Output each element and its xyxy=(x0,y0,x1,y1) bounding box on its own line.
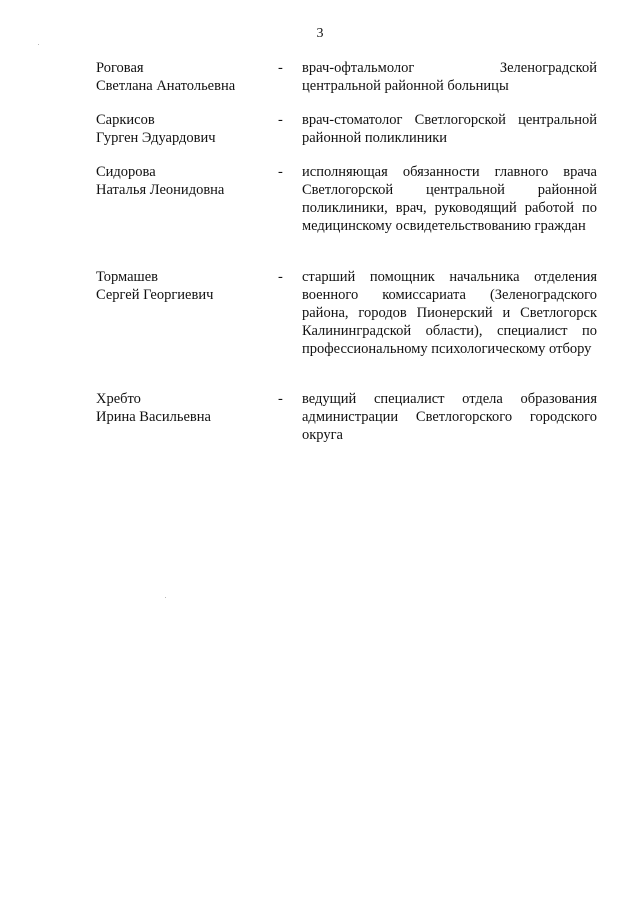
member-given-names: Сергей Георгиевич xyxy=(96,287,214,303)
member-name xyxy=(96,390,276,426)
scan-speck xyxy=(165,597,166,598)
member-given-names: Гурген Эдуардович xyxy=(96,130,216,146)
member-surname: Роговая xyxy=(96,60,144,76)
entry-dash: - xyxy=(278,112,283,128)
member-given-names: Светлана Анатольевна xyxy=(96,78,236,94)
member-position: врач-стоматолог Светлогорской центральной районной поликлиники xyxy=(302,112,597,146)
member-name xyxy=(96,111,276,147)
entry-dash: - xyxy=(278,269,283,285)
member-surname: Тормашев xyxy=(96,269,159,285)
member-position: врач-офтальмолог Зеленоградской центральной районной больницы xyxy=(302,60,597,94)
member-given-names: Ирина Васильевна xyxy=(96,409,211,425)
scan-speck xyxy=(38,44,39,45)
member-surname: Хребто xyxy=(96,391,141,407)
member-surname: Саркисов xyxy=(96,112,155,128)
member-name xyxy=(96,163,276,199)
member-surname: Сидорова xyxy=(96,164,156,180)
entry-dash: - xyxy=(278,391,283,407)
entry-dash: - xyxy=(278,164,283,180)
page-number: 3 xyxy=(316,26,324,41)
member-position: старший помощник начальника отделения военного комиссариата (Зеленоградского района, городов Пионерский и Светлогорск Калининградской области), специалист по профессиональному психологическому отбору xyxy=(302,269,597,357)
member-given-names: Наталья Леонидовна xyxy=(96,182,225,198)
member-position: ведущий специалист отдела образования администрации Светлогорского городского округа xyxy=(302,391,597,443)
member-name xyxy=(96,268,276,304)
entry-dash: - xyxy=(278,60,283,76)
member-name xyxy=(96,59,276,95)
member-position: исполняющая обязанности главного врача Светлогорской центральной районной поликлиники, врач, руководящий работой по медицинскому освидетельствованию граждан xyxy=(302,164,597,234)
